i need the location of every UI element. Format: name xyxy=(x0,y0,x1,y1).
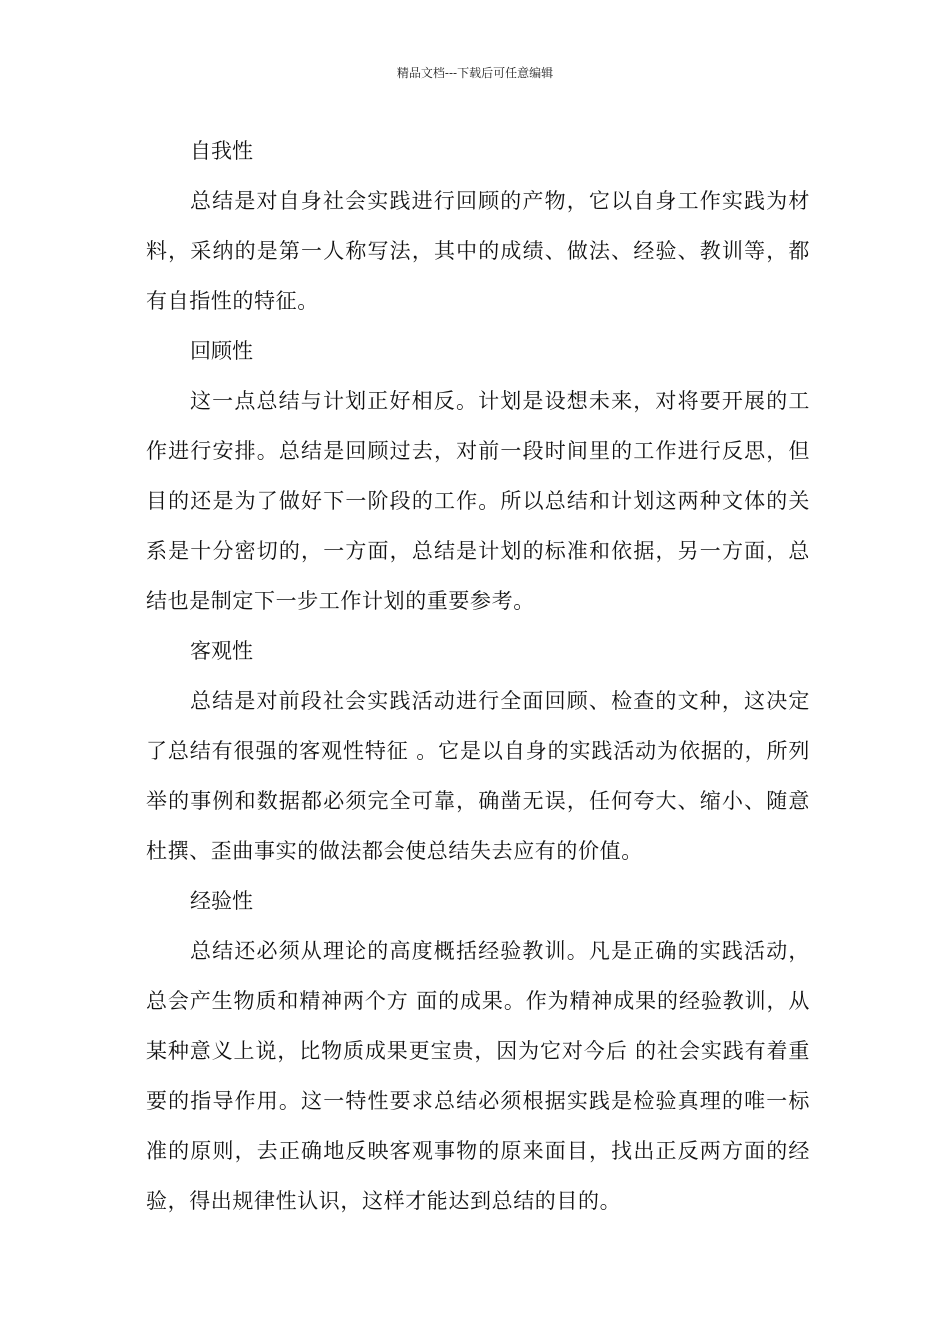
document-body xyxy=(146,126,810,1226)
section-heading-self: 自我性 xyxy=(190,139,253,163)
section-paragraph-experience: 总结还必须从理论的高度概括经验教训。凡是正确的实践活动，总会产生物质和精神两个方 面的成果。作为精神成果的经验教训，从某种意义上说，比物质成果更宝贵，因为它对今后 的社会实践有着重要的指导作用。这一特性要求总结必须根据实践是检验真理的唯一标准的原则，去正确地反映客观事物的原来面目，找出正反两方面的经验，得出规律性认识，这样才能达到总结的目的。 xyxy=(146,939,810,1213)
section-paragraph-self: 总结是对自身社会实践进行回顾的产物，它以自身工作实践为材料，采纳的是第一人称写法，其中的成绩、做法、经验、教训等，都有自指性的特征。 xyxy=(146,189,810,313)
section-heading-experience: 经验性 xyxy=(190,889,253,913)
page-header: 精品文档---下载后可任意编辑 xyxy=(396,66,554,80)
section-heading-review: 回顾性 xyxy=(190,339,253,363)
section-paragraph-review: 这一点总结与计划正好相反。计划是设想未来，对将要开展的工作进行安排。总结是回顾过去，对前一段时间里的工作进行反思，但目的还是为了做好下一阶段的工作。所以总结和计划这两种文体的关系是十分密切的，一方面，总结是计划的标准和依据，另一方面，总结也是制定下一步工作计划的重要参考。 xyxy=(146,389,810,613)
section-paragraph-objective: 总结是对前段社会实践活动进行全面回顾、检查的文种，这决定了总结有很强的客观性特征 。它是以自身的实践活动为依据的，所列举的事例和数据都必须完全可靠，确凿无误，任何夸大、缩小、随意杜撰、歪曲事实的做法都会使总结失去应有的价值。 xyxy=(146,689,810,863)
section-heading-objective: 客观性 xyxy=(190,639,253,663)
